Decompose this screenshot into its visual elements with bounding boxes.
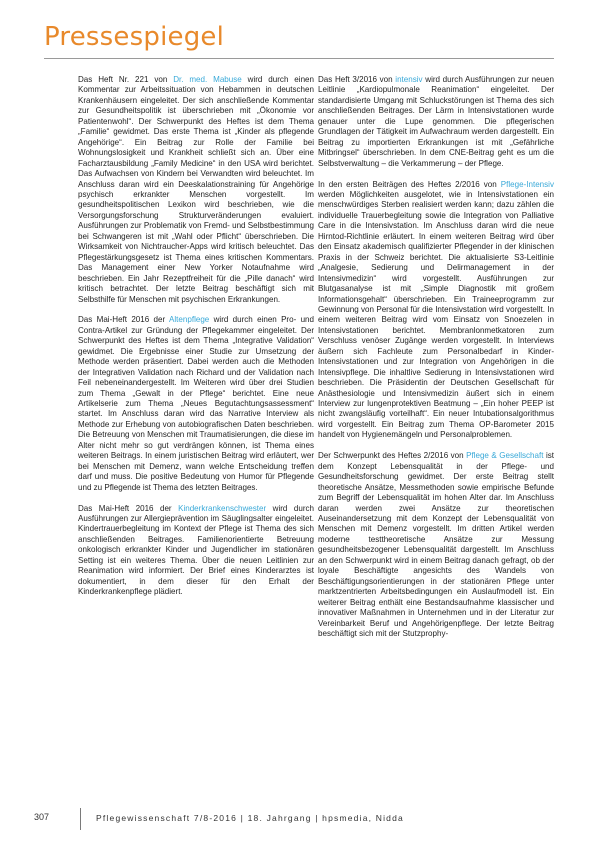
paragraph-text: wird durch einen Kommentar zur Arbeitssituation von Hebammen in deutschen Krankenhäusern eingeleitet. Der sich anschließende Kommentar zur Gesundheitspolitik ist überschrieben mit „Ökonomie vor Patientenwohl“. Der Schwerpunkt des Heftes ist dem Thema „Familie“ gewidmet. Das erste Thema ist „Kinder als pflegende Angehörige“. Ein Beitrag zur Rolle der Familie bei Wohnungslosigkeit und Krankheit schließt sich an. Über eine Facharztausbildung „Family Medicine“ in den USA wird berichtet. Das Aufwachsen von Kindern bei Verwandten wird beleuchtet. Im Anschluss daran wird ein Deeskalationstraining für Angehörige psychisch erkrankter Menschen vorgestellt. Im gesundheitspolitischen Lexikon wird beschrieben, wie die Versorgungsforschung Strukturveränderungen evaluiert. Ausführungen zur Problematik von Fremd- und Selbstbestimmung bei Schwangeren ist mit „Wahl oder Pflicht“ überschrieben. Die Wirksamkeit von Nichtraucher-Apps wird kritisch beleuchtet. Das Pflegestärkungsgesetz ist Thema eines kritischen Kommentars. Das Management einer New Yorker Notaufnahme wird beschrieben. Ein Jahr Rezeptfreiheit für die „Pille danach“ wird kritisch betrachtet. Der letzte Beitrag beschäftigt sich mit Selbsthilfe für Menschen mit psychischen Erkrankungen. <box>78 75 314 304</box>
paragraph-text: Das Mai-Heft 2016 der <box>78 315 170 325</box>
paragraph-text: wird durch Ausführungen zur neuen Leitlinie „Kardiopulmonale Reanimation“ eingeleitet. Der standardisierte Umgang mit Schluckstörungen ist Thema des sich anschließenden Beitrages. Der Lärm in Intensivstationen wurde genauer unter die Lupe genommen. Die pflegerischen Grundlagen der Tätigkeit im Aufwachraum werden dargestellt. Ein Beitrag zu importierten Erkrankungen ist mit „Gefährliche Mitbringsel“ überschrieben. In dem CNE-Beitrag geht es um die Selbstverwaltung – die Verkammerung – der Pflege. <box>318 75 554 168</box>
article-paragraph <box>318 451 554 639</box>
journal-name-link[interactable]: Kinderkrankenschwester <box>178 503 267 513</box>
title-divider <box>44 58 554 59</box>
footer-journal-info: Pflegewissenschaft 7/8-2016 | 18. Jahrgang | hpsmedia, Nidda <box>96 813 404 823</box>
paragraph-text: werden Möglichkeiten ausgelotet, wie in Intensivstationen ein menschwürdiges Sterben realisiert werden kann; dazu zählen die individuelle Trauerbegleitung sowie die Integration von Palliative Care in die Intensivstation. Im Anschluss daran wird die neue Hirntod-Richtlinie erläutert. In einem weiteren Beitrag wird über den Einsatz akademisch qualifizierter Pflegender in der klinischen Praxis in der Schweiz berichtet. Die aktualisierte S3-Leitlinie „Analgesie, Sedierung und Delirmanagement in der Intensivmedizin“ wird vorgestellt. Ausführungen zur Blutgasanalyse ist mit „Simple Diagnostik mit großem Informationsgehalt“ überschrieben. Ein Traineeprogramm zur Gewinnung von Personal für die Intensivstation wird vorgestellt. In einem weiteren Beitrag wird vom Einsatz von Snoezelen in Intensivstationen berichtet. Membranlonmetkatoren zum Verschluss venöser Zugänge werden vorgestellt. In Interviews äußern sich Fachleute zum Personalbedarf in Kinder-Intensivstationen und zur Integration von Angehörigen in die Intensivpflege. Die inhaltlive Sedierung in Intensivstationen wird beschrieben. Die Präsidentin der Deutschen Gesellschaft für Anästhesiologie und Intensivmedizin äußert sich in einem Interview zur lungenprotektiven Beatmung – „Ein hoher PEEP ist nicht zwangsläufig vorteilhaft“. Ein neuer Intubationsalgorithmus wird vorgestellt. Ein Beitrag zum Thema OP-Barometer 2015 handelt von Hygienemängeln und Personalproblemen. <box>318 189 554 440</box>
article-paragraph <box>78 504 314 598</box>
journal-name-link[interactable]: Altenpflege <box>169 315 210 325</box>
journal-name-link[interactable]: intensiv <box>395 75 423 84</box>
paragraph-text: Das Mai-Heft 2016 der <box>78 503 179 513</box>
footer-divider <box>80 808 81 830</box>
journal-name-link[interactable]: Pflege & Gesellschaft <box>466 451 544 461</box>
article-paragraph <box>78 315 314 493</box>
left-column <box>78 75 314 598</box>
article-paragraph <box>318 75 554 169</box>
paragraph-text: Der Schwerpunkt des Heftes 2/2016 von <box>318 451 467 461</box>
journal-name-link[interactable]: Dr. med. Mabuse <box>173 75 242 84</box>
paragraph-text: wird durch Ausführungen zur Allergieprävention im Säuglingsalter eingeleitet. Kindertrauerbegleitung im Kontext der Pflege ist Thema des sich anschließenden Beitrages. Familienorientierte Betreuung onkologisch erkrankter Kinder und Jugendlicher im stationären Setting ist ein weiteres Thema. Über die neuen Leitlinien zur Reanimation wird informiert. Der Brief eines Kinderarztes ist dokumentiert, in dem dieser für den Erhalt der Kinderkrankenpflege plädiert. <box>78 503 314 597</box>
page-number: 307 <box>34 812 50 822</box>
paragraph-text: ist dem Konzept Lebensqualität in der Pflege- und Gesundheitsforschung gewidmet. Der erste Beitrag stellt theoretische Ansätze, Messmethoden sowie empirische Befunde zum Begriff der Lebensqualität im hohen Alter dar. Im Anschluss daran werden zwei Ansätze zur theoretischen Auseinandersetzung mit dem Konzept der Lebensqualität von Menschen mit Demenz vorgestellt. Im dritten Artikel werden moderne testtheoretische Ansätze zur Messung gesundheitsbezogener Lebensqualität dargestellt. Im Anschluss an den Schwerpunkt wird in einem Beitrag danach gefragt, ob der loyale Beschäftigte angesichts des Wandels von Beschäftigungsorientierungen in der stationären Pflege unter marktzentrierten Arbeitsbedingungen ein Auslaufmodell ist. Ein weiterer Beitrag enthält eine Bestandsaufnahme klassischer und innovativer Maßnahmen in Unternehmen und in der Literatur zur Vereinbarkeit Beruf und Angehörigenpflege. Der letzte Beitrag beschäftigt sich mit der Stutzprophy- <box>318 451 554 638</box>
page-title: Pressespiegel <box>44 22 225 52</box>
article-paragraph <box>78 75 314 305</box>
paragraph-text: In den ersten Beiträgen des Heftes 2/2016 von <box>318 179 501 189</box>
paragraph-text: Das Heft 3/2016 von <box>318 75 396 84</box>
paragraph-text: Das Heft Nr. 221 von <box>78 75 174 84</box>
article-paragraph <box>318 180 554 441</box>
paragraph-text: wird durch einen Pro- und Contra-Artikel zur Gründung der Pflegekammer eingeleitet. Der Schwerpunkt des Heftes ist dem Thema „Integrative Validation“ gewidmet. Die Ergebnisse einer Studie zur Umsetzung der Methode werden präsentiert. Dabei werden auch die Methoden der Integrativen Validation nach Richard und der Validation nach Feil nebeneinandergestellt. Im Weiteren wird über drei Studien zum Thema „Gewalt in der Pflege“ berichtet. Eine neue Artikelserie zum Thema „Neues Begutachtungsassessment“ startet. Im Anschluss daran wird das Narrative Interview als Methode zur Erhebung von autobiografischen Daten beschrieben. Die Betreuung von Menschen mit Traumatisierungen, die diese im Alter nicht mehr so gut verdrängen können, ist Thema eines weiteren Beitrags. In einem juristischen Beitrag wird erläutert, wer bei Menschen mit Demenz, wann welche Entscheidung treffen darf und muss. Die positive Bedeutung von Humor für Pflegende und zu Pflegende ist Thema des letzten Beitrages. <box>78 315 314 492</box>
journal-name-link[interactable]: Pflege-Intensiv <box>500 179 554 189</box>
right-column <box>318 75 554 639</box>
